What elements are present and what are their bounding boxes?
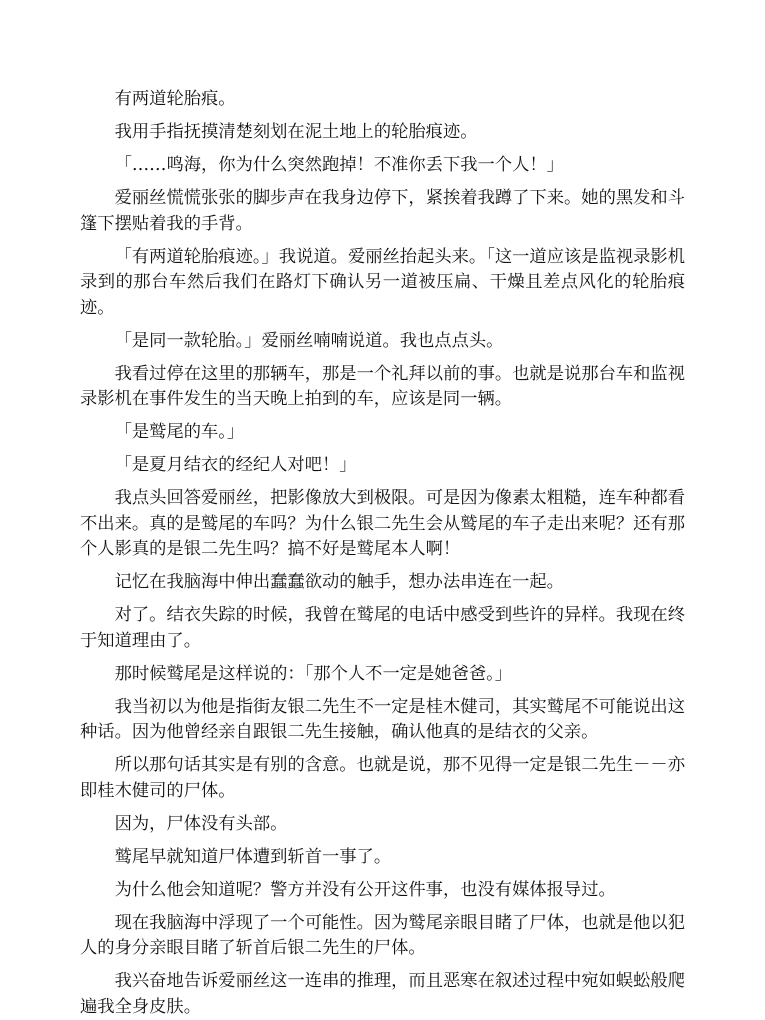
paragraph: 「是夏月结衣的经纪人对吧！」 bbox=[114, 455, 357, 475]
paragraph: 我兴奋地告诉爱丽丝这一连串的推理，而且恶寒在叙述过程中宛如蜈蚣般爬遍我全身皮肤。 bbox=[80, 971, 685, 1017]
paragraph: 「是同一款轮胎。」爱丽丝喃喃说道。我也点点头。 bbox=[114, 330, 504, 351]
paragraph: 有两道轮胎痕。 bbox=[114, 89, 236, 109]
paragraph: 对了。结衣失踪的时候，我曾在鹫尾的电话中感受到些许的异样。我现在终于知道理由了。 bbox=[80, 605, 685, 651]
paragraph: 现在我脑海中浮现了一个可能性。因为鹫尾亲眼目睹了尸体，也就是他以犯人的身分亲眼目睹了斩首后银二先生的尸体。 bbox=[80, 912, 685, 958]
paragraph: 「……鸣海，你为什么突然跑掉！不准你丢下我一个人！」 bbox=[114, 155, 564, 175]
paragraph: 我当初以为他是指街友银二先生不一定是桂木健司，其实鹫尾不可能说出这种话。因为他曾经亲自跟银二先生接触，确认他真的是结衣的父亲。 bbox=[80, 696, 685, 742]
body-text bbox=[80, 87, 685, 1020]
paragraph: 我用手指抚摸清楚刻划在泥土地上的轮胎痕迹。 bbox=[114, 122, 478, 142]
paragraph: 爱丽丝慌慌张张的脚步声在我身边停下，紧挨着我蹲了下来。她的黑发和斗篷下摆贴着我的手背。 bbox=[80, 188, 685, 234]
paragraph: 我看过停在这里的那辆车，那是一个礼拜以前的事。也就是说那台车和监视录影机在事件发生的当天晚上拍到的车，应该是同一辆。 bbox=[80, 363, 685, 409]
paragraph: 所以那句话其实是有别的含意。也就是说，那不见得一定是银二先生－－亦即桂木健司的尸体。 bbox=[80, 755, 685, 801]
paragraph: 鹫尾早就知道尸体遭到斩首一事了。 bbox=[114, 846, 392, 867]
paragraph: 「有两道轮胎痕迹。」我说道。爱丽丝抬起头来。「这一道应该是监视录影机录到的那台车然后我们在路灯下确认另一道被压扁、干燥且差点风化的轮胎痕迹。 bbox=[80, 246, 685, 318]
paragraph: 因为，尸体没有头部。 bbox=[114, 813, 288, 834]
paragraph: 那时候鹫尾是这样说的：「那个人不一定是她爸爸。」 bbox=[114, 663, 513, 684]
paragraph: 记忆在我脑海中伸出蠢蠢欲动的触手，想办法串连在一起。 bbox=[114, 572, 564, 592]
paragraph: 为什么他会知道呢？警方并没有公开这件事，也没有媒体报导过。 bbox=[114, 879, 616, 900]
paragraph: 我点头回答爱丽丝，把影像放大到极限。可是因为像素太粗糙，连车种都看不出来。真的是鹫尾的车吗？为什么银二先生会从鹫尾的车子走出来呢？还有那个人影真的是银二先生吗？搞不好是鹫尾本人啊！ bbox=[80, 488, 685, 559]
paragraph: 「是鹫尾的车。」 bbox=[114, 422, 245, 442]
